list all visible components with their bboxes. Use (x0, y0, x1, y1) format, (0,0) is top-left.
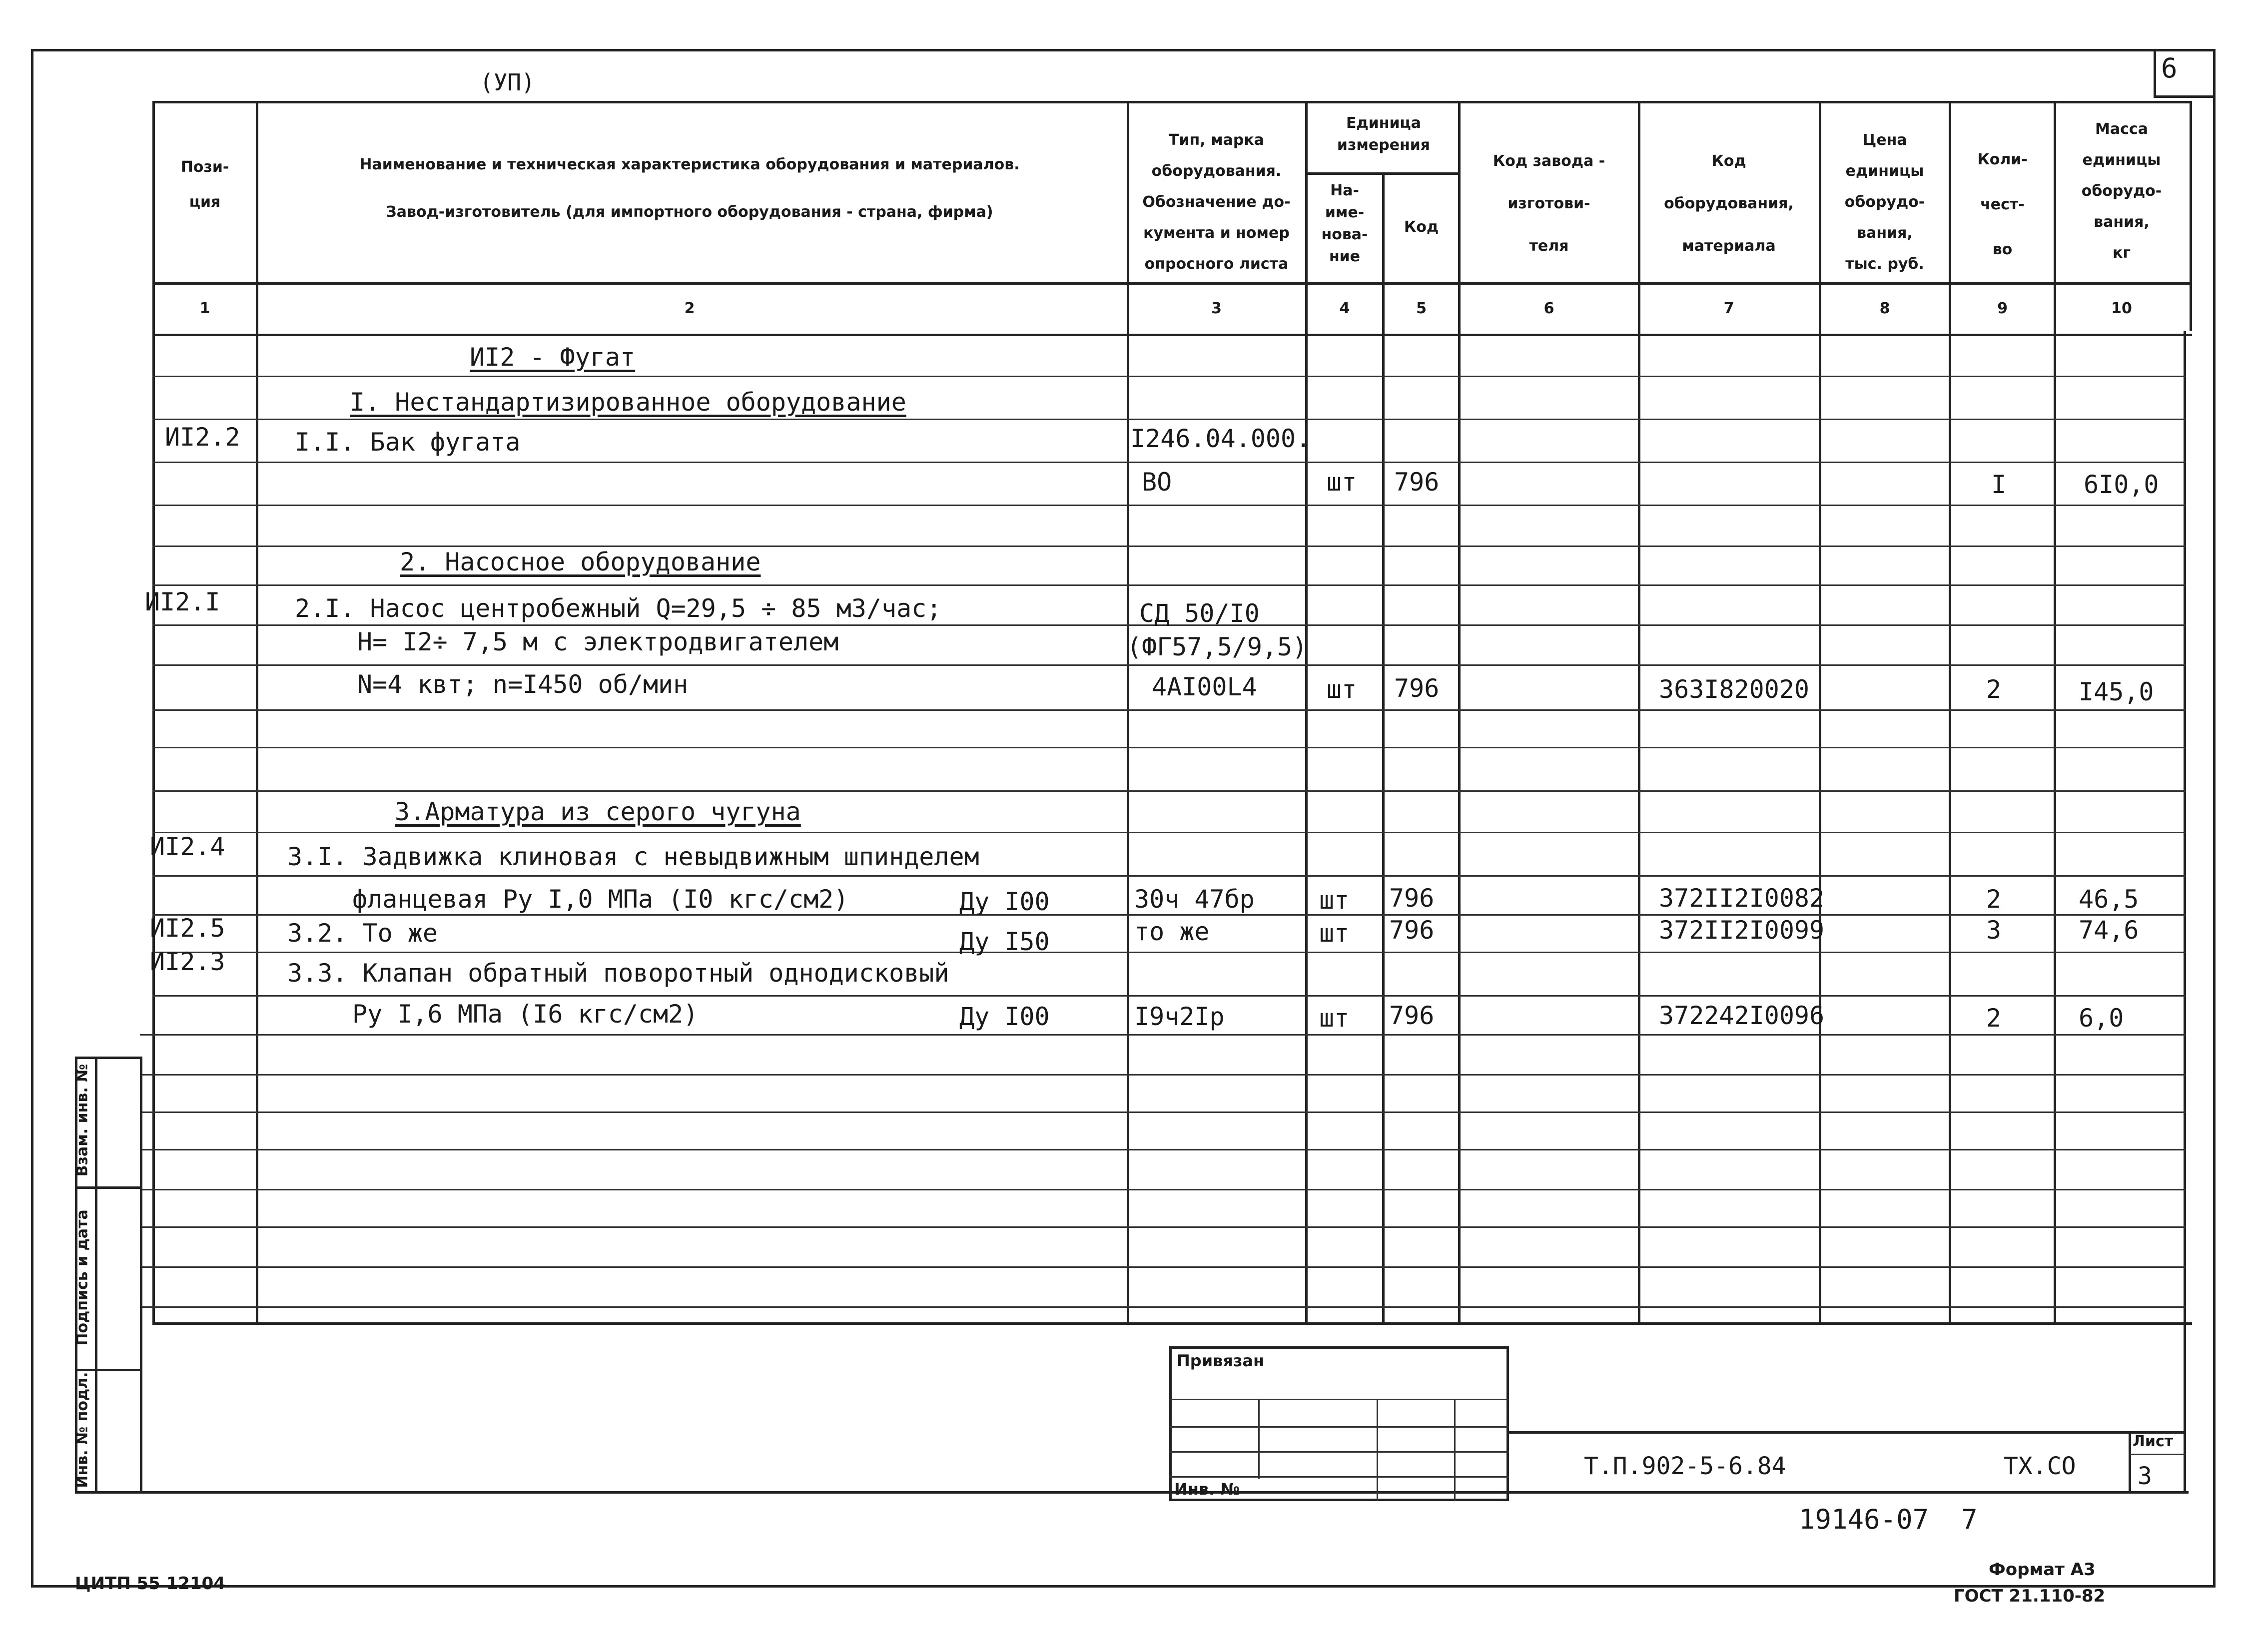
stamp-mark: ТХ.СО (2004, 1452, 2076, 1480)
header-material-code: Код оборудования, материала (1664, 152, 1794, 255)
name-r5-line2: Ру I,6 МПа (I6 кгс/см2) (352, 1000, 699, 1029)
colnum-3: 3 (1211, 300, 1222, 317)
header-plant-code: Код завода - изготови- теля (1493, 152, 1605, 255)
side-label-inv: Инв. № подл. (73, 1372, 91, 1488)
colnum-8: 8 (1879, 300, 1890, 317)
name-r2-line2: H= I2÷ 7,5 м с электродвигателем (357, 627, 839, 656)
colnum-6: 6 (1543, 300, 1554, 317)
code-r2: 796 (1394, 674, 1440, 703)
name-r1: I.I. Бак фугата (295, 428, 521, 457)
header-unit-name: На- име- нова- ние (1321, 182, 1368, 265)
sheet-number-top: 6 (2161, 52, 2178, 84)
colnum-9: 9 (1997, 300, 2008, 317)
section-2: 2. Насосное оборудование (400, 548, 761, 576)
matcode-r4: 372II2I0099 (1659, 916, 1825, 945)
header-price: Цена единицы оборудо- вания, тыс. руб. (1844, 131, 1925, 273)
pos-r2: ИI2.I (145, 587, 220, 616)
section-title: ИI2 - Фугат (470, 343, 636, 372)
stamp-list-no: 3 (2138, 1462, 2152, 1490)
header-unit-group: Единица измерения (1337, 114, 1431, 154)
unit-r3: шт (1319, 886, 1350, 915)
mass-r4: 74,6 (2079, 916, 2139, 945)
type-r1b: ВО (1142, 468, 1172, 497)
type-r1: I246.04.000. (1130, 424, 1311, 453)
matcode-r5: 372242I0096 (1659, 1001, 1825, 1030)
type-r4: то же (1134, 917, 1210, 946)
pos-r5: ИI2.3 (150, 947, 225, 976)
side-label-vzam: Взам. инв. № (73, 1064, 91, 1177)
mass-r1b: 6I0,0 (2084, 470, 2159, 499)
qty-r5: 2 (1986, 1004, 2002, 1033)
handwritten-number: 19146-07 7 (1799, 1504, 1978, 1535)
unit-r5: шт (1319, 1004, 1350, 1033)
dn-r4: Ду I50 (959, 927, 1050, 956)
unit-r4: шт (1319, 919, 1350, 948)
type-r5: I9ч2Iр (1134, 1002, 1225, 1031)
stamp-list-label: Лист (2133, 1433, 2174, 1450)
dn-r5: Ду I00 (959, 1002, 1050, 1031)
footer-format: Формат А3 (1989, 1560, 2096, 1580)
code-r5: 796 (1389, 1001, 1435, 1030)
stamp-inv-no-label: Инв. № (1174, 1480, 1240, 1499)
colnum-1: 1 (199, 300, 210, 317)
matcode-r3: 372II2I0082 (1659, 884, 1825, 913)
colnum-5: 5 (1416, 300, 1427, 317)
section-3: 3.Арматура из серого чугуна (395, 797, 801, 826)
footer-left: ЦИТП 55 12104 (75, 1574, 225, 1594)
type-r2-line2: (ФГ57,5/9,5) (1127, 632, 1308, 661)
code-r1b: 796 (1394, 468, 1440, 497)
type-r3: 30ч 47бр (1134, 885, 1255, 914)
code-r4: 796 (1389, 916, 1435, 945)
qty-r4: 3 (1986, 916, 2002, 945)
mass-r3: 46,5 (2079, 885, 2139, 914)
header-unit-code: Код (1404, 218, 1439, 236)
name-r2-line3: N=4 квт; n=I450 об/мин (357, 670, 689, 699)
header-name-line2: Завод-изготовитель (для импортного оборудования - страна, фирма) (386, 203, 993, 221)
pos-r1: ИI2.2 (165, 423, 240, 452)
type-r2-line3: 4АI00L4 (1152, 672, 1257, 701)
colnum-10: 10 (2111, 300, 2132, 317)
header-name-line1: Наименование и техническая характеристика оборудования и материалов. (359, 156, 1020, 173)
name-r4: 3.2. То же (287, 919, 438, 948)
qty-r2: 2 (1986, 675, 2002, 704)
name-r2: 2.I. Насос центробежный Q=29,5 ÷ 85 м3/час; (295, 594, 942, 623)
pos-r4: ИI2.5 (150, 914, 225, 943)
header-type: Тип, марка оборудования. Обозначение до- кумента и номер опросного листа (1142, 131, 1291, 273)
type-r2: СД 50/I0 (1139, 599, 1260, 628)
mass-r5: 6,0 (2079, 1004, 2124, 1033)
header-position: Пози- ция (180, 158, 229, 211)
name-r3: 3.I. Задвижка клиновая с невыдвижным шпинделем (287, 842, 979, 871)
qty-r3: 2 (1986, 885, 2002, 914)
code-r3: 796 (1389, 884, 1435, 913)
section-1: I. Нестандартизированное оборудование (350, 388, 906, 417)
doc-code-top: (УП) (480, 69, 535, 96)
colnum-2: 2 (684, 300, 695, 317)
footer-gost: ГОСТ 21.110-82 (1954, 1586, 2106, 1606)
dn-r3: Ду I00 (959, 887, 1050, 916)
colnum-7: 7 (1723, 300, 1734, 317)
unit-r2: шт (1327, 675, 1357, 704)
mass-r2: I45,0 (2079, 677, 2154, 706)
stamp-doc-code: Т.П.902-5-6.84 (1584, 1452, 1786, 1480)
name-r3-line2: фланцевая Ру I,0 МПа (I0 кгс/см2) (352, 885, 849, 914)
stamp-privyazan-label: Привязан (1177, 1351, 1265, 1370)
matcode-r2: 363I820020 (1659, 675, 1810, 704)
colnum-4: 4 (1339, 300, 1350, 317)
unit-r1b: шт (1327, 468, 1357, 497)
header-quantity: Коли- чест- во (1977, 151, 2028, 258)
header-mass: Масса единицы оборудо- вания, кг (2081, 120, 2162, 262)
name-r5: 3.3. Клапан обратный поворотный однодисковый (287, 959, 949, 988)
qty-r1b: I (1991, 470, 2007, 499)
side-label-podpis: Подпись и дата (73, 1209, 91, 1346)
pos-r3: ИI2.4 (150, 832, 225, 861)
